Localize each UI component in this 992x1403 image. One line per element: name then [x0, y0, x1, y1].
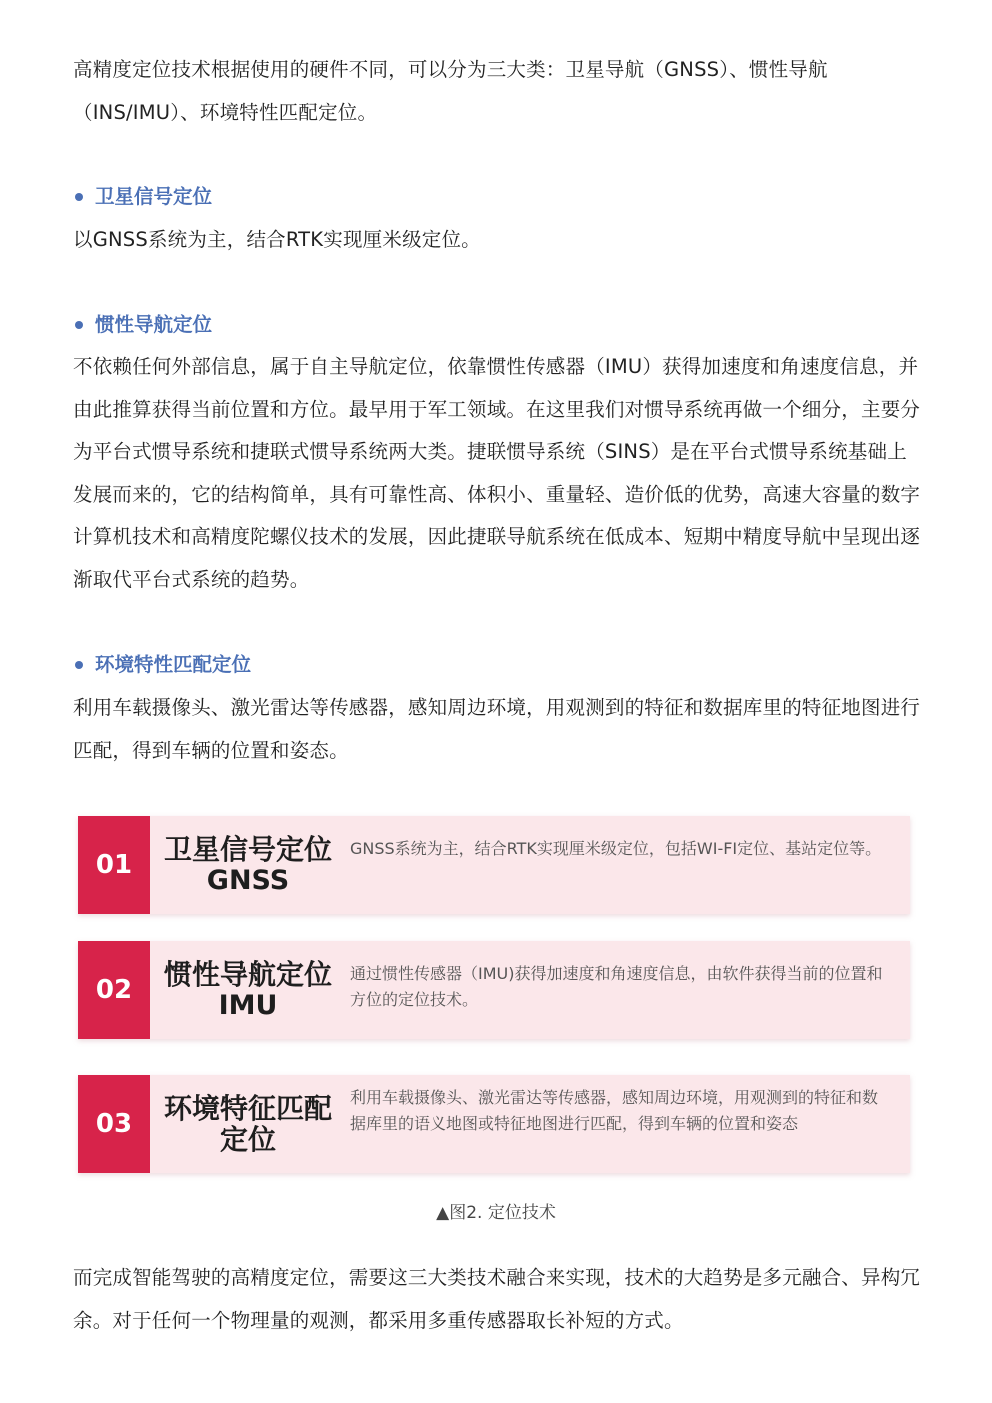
card-description: 利用车载摄像头、激光雷达等传感器，感知周边环境，用观测到的特征和数据库里的语义地图或特征地图进行匹配，得到车辆的位置和姿态 — [350, 1088, 879, 1133]
card-description: 通过惯性传感器（IMU)获得加速度和角速度信息，由软件获得当前的位置和方位的定位技术。 — [350, 964, 883, 1009]
card-title — [150, 1075, 346, 1173]
section-body-satellite: 以GNSS系统为主，结合RTK实现厘米级定位。 — [73, 228, 481, 251]
section-heading-inertial — [75, 311, 212, 339]
section-heading-label: 惯性导航定位 — [95, 313, 213, 336]
card-title — [150, 816, 346, 914]
bullet-dot-icon — [75, 321, 83, 329]
conclusion-paragraph: 而完成智能驾驶的高精度定位，需要这三大类技术融合来实现，技术的大趋势是多元融合、异构冗余。对于任何一个物理量的观测，都采用多重传感器取长补短的方式。 — [73, 1266, 921, 1332]
bullet-dot-icon — [75, 193, 83, 201]
section-body-inertial: 不依赖任何外部信息，属于自主导航定位，依靠惯性传感器（IMU）获得加速度和角速度信息，并由此推算获得当前位置和方位。最早用于军工领域。在这里我们对惯导系统再做一个细分，主要分为平台式惯导系统和捷联式惯导系统两大类。捷联惯导系统（SINS）是在平台式惯导系统基础上发展而来的，它的结构简单，具有可靠性高、体积小、重量轻、造价低的优势，高速大容量的数字计算机技术和高精度陀螺仪技术的发展，因此捷联导航系统在低成本、短期中精度导航中呈现出逐渐取代平台式系统的趋势。 — [73, 355, 921, 591]
figure-caption: ▲图2. 定位技术 — [436, 1203, 556, 1223]
card-title-main: 环境特征匹配定位 — [163, 1092, 332, 1156]
card-number-badge: 01 — [78, 816, 150, 914]
section-heading-satellite — [75, 183, 212, 211]
card-title-sub: GNSS — [206, 865, 290, 896]
card-number-badge: 03 — [78, 1075, 150, 1173]
figure-card-environment — [78, 1075, 910, 1173]
figure-card-gnss — [78, 816, 910, 914]
section-body-environment: 利用车载摄像头、激光雷达等传感器，感知周边环境，用观测到的特征和数据库里的特征地图进行匹配，得到车辆的位置和姿态。 — [73, 696, 921, 762]
card-title-main: 卫星信号定位 — [163, 833, 332, 866]
card-description: GNSS系统为主，结合RTK实现厘米级定位，包括WI-FI定位、基站定位等。 — [350, 839, 882, 858]
intro-paragraph: 高精度定位技术根据使用的硬件不同，可以分为三大类：卫星导航（GNSS）、惯性导航（INS/IMU）、环境特性匹配定位。 — [73, 58, 828, 124]
positioning-technology-figure — [78, 816, 910, 1176]
bullet-dot-icon — [75, 661, 83, 669]
card-title-sub: IMU — [218, 990, 278, 1021]
section-heading-environment — [75, 651, 251, 679]
card-number-badge: 02 — [78, 941, 150, 1039]
card-title-main: 惯性导航定位 — [163, 958, 332, 991]
figure-card-imu — [78, 941, 910, 1039]
card-title — [150, 941, 346, 1039]
section-heading-label: 环境特性匹配定位 — [95, 653, 252, 676]
section-heading-label: 卫星信号定位 — [95, 185, 213, 208]
